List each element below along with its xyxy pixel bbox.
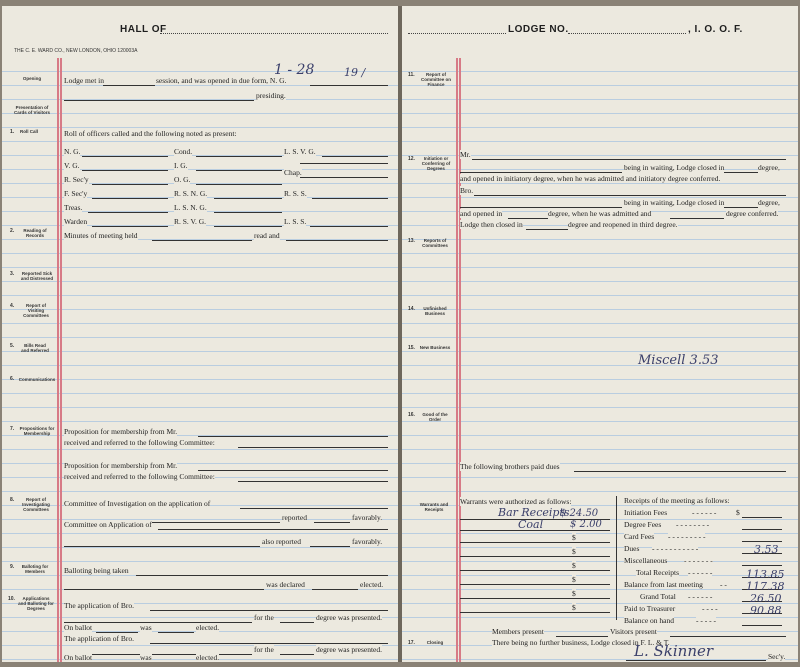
section-initiation: Initiation or Conferring of Degrees: [421, 156, 451, 171]
proposition-1-label: Proposition for membership from Mr.: [64, 427, 178, 436]
receipt-balance-hand-value: 90.88: [750, 604, 782, 617]
warrant-5-amount: $: [572, 561, 576, 570]
elected-label: elected.: [360, 580, 384, 589]
warrant-4-amount: $: [572, 547, 576, 556]
receipt-degree-fees: Degree Fees: [624, 520, 662, 529]
secretary-signature: L. Skinner: [634, 642, 714, 660]
on-ballot-2: On ballot: [64, 653, 93, 662]
section-good-of-order: Good of the Order: [422, 412, 448, 422]
reported-label: reported: [282, 513, 307, 522]
section-propositions: Propositions for Membership: [19, 426, 55, 436]
visitors-present-label: Visitors present: [610, 627, 657, 636]
presiding-label: presiding.: [256, 91, 286, 100]
closing-text: There being no further business, Lodge closed in F. L. & T.: [492, 638, 670, 647]
receipt-miscellaneous-value: 3.53: [754, 543, 779, 556]
officer-cond: Cond.: [174, 147, 193, 156]
officer-warden: Warden: [64, 217, 88, 226]
closed-in-label: Lodge then closed in: [460, 220, 523, 229]
section-finance: Report of Committee on Finance: [420, 72, 451, 87]
right-page: LODGE NO. , I. O. O. F. 11. Report of Committee on Finance 12. Initiation or Conferring of Degrees 13. Reports of Committees 14. Unfinished Business 15. New Business 16. Good of the Order Warrants and Receipts 17. Closing Mr. being in waiting, Lodge closed in degree, and opened in initiatory degree, when he was admitted and initiatory degree conferred. Bro. being in waiting, Lodge closed in degree, and opened in degree, when he was admitted and degree conferred. Lodge then closed in degree and reopened in third degree. Miscell 3.53 The following brothers paid dues Warrants were authorized as follows: Bar Receipts $ 24.50 Coal $ 2.00 $ $ $ $ $ $ Receipts of the meeting as follows: Initiation Fees - - - - - - $ Degree Fees - - - - - - - - Card Fees - - - - - - - - - Dues - - - - - - - - - - - Miscellaneous - - - - - - - 3.53 Total Receipts - - - - - - Balance from last meeting - - 113.85 Grand Total - - - - - - 117.38 Paid to Treasurer - - - - 26.50 Balance on hand - - - - - 90.88 Members present Visitors present There being no further business, Lodge closed in F. L. & T. L. Skinner Sec'y.: [402, 6, 798, 662]
members-present-label: Members present: [492, 627, 544, 636]
brothers-paid-label: The following brothers paid dues: [460, 462, 560, 471]
was-label-2: was: [140, 653, 152, 662]
section-cards: Presentation of Cards of Visitors: [14, 105, 50, 115]
officer-rsng: R. S. N. G.: [174, 189, 208, 198]
officer-lsng: L. S. N. G.: [174, 203, 207, 212]
receipt-grand-total: Grand Total: [640, 592, 676, 601]
receipt-card-fees: Card Fees: [624, 532, 655, 541]
application-bro-2: The application of Bro.: [64, 634, 134, 643]
initiation-mr-label: Mr.: [460, 150, 471, 159]
section-applications: Applications and Balloting for Degrees: [18, 596, 54, 611]
officer-fsecy: F. Sec'y: [64, 189, 88, 198]
section-closing: Closing: [426, 640, 444, 645]
left-page: HALL OF THE C. E. WARD CO., NEW LONDON, OHIO 120003A Opening Presentation of Cards of Visitors 1. Roll Call 2. Reading of Records 3. Reported Sick and Distressed 4. Report of Visiting Committees 5. Bills Read and Referred 6. Communications 7. Propositions for Membership 8. Report of Investigating Committees 9. Balloting for Members 10. Applications and Balloting for Degrees Lodge met in session, and was opened in due form, N. G. 1 - 28 19 / presiding. Roll of officers called and the following noted as present: N. G. Cond. L. S. V. G. V. G. I. G. Chap. R. Sec'y O. G. F. Sec'y R. S. N. G. R. S. S. Treas. L. S. N. G. Warden R. S. V. G. L. S. S. Minutes of meeting held read and Proposition for membership from Mr. received and referred to the following Committee: Proposition for membership from Mr. received and referred to the following Committee: Committee of Investigation on the application of reported favorably. Committee on Application of also reported favorably. Balloting being taken was declared elected. The application of Bro. for the degree was presented. On ballot was elected. The application of Bro. for the degree was presented. On ballot was elected.: [2, 6, 398, 662]
degree-when-label: degree, when he was admitted and: [548, 209, 652, 218]
degree-presented-1: degree was presented.: [316, 613, 383, 622]
officer-vg: V. G.: [64, 161, 80, 170]
lodge-met-label: Lodge met in: [64, 76, 104, 85]
officer-lsvg: L. S. V. G.: [284, 147, 316, 156]
for-the-label-2: for the: [254, 645, 274, 654]
receipt-balance-last-value: 113.85: [746, 568, 785, 581]
section-unfinished: Unfinished Business: [423, 306, 447, 316]
favorably-label: favorably.: [352, 513, 383, 522]
warrant-1-desc: Bar Receipts: [498, 506, 570, 519]
opened-in-label: and opened in: [460, 209, 503, 218]
officer-ig: I. G.: [174, 161, 188, 170]
receipt-initiation-value: $: [736, 508, 740, 517]
officer-chap: Chap.: [284, 168, 302, 177]
read-and-label: read and: [254, 231, 280, 240]
publisher-imprint: THE C. E. WARD CO., NEW LONDON, OHIO 120003A: [14, 48, 138, 54]
proposition-2-referred: received and referred to the following Committee:: [64, 472, 215, 481]
section-sick: Reported Sick and Distressed: [20, 271, 54, 281]
degree-presented-2: degree was presented.: [316, 645, 383, 654]
proposition-1-referred: received and referred to the following Committee:: [64, 438, 215, 447]
waiting-label-1: being in waiting, Lodge closed in: [624, 163, 725, 172]
officer-rsvg: R. S. V. G.: [174, 217, 207, 226]
warrant-3-amount: $: [572, 533, 576, 542]
minutes-label: Minutes of meeting held: [64, 231, 138, 240]
warrant-2-amount: $ 2.00: [570, 519, 602, 530]
section-warrants: Warrants and Receipts: [419, 502, 449, 512]
warrant-1-amount: $ 24.50: [560, 508, 599, 519]
section-bills: Bills Read and Referred: [21, 343, 49, 353]
officer-rss: R. S. S.: [284, 189, 307, 198]
committee-application-label: Committee on Application of: [64, 520, 152, 529]
warrants-authorized-label: Warrants were authorized as follows:: [460, 497, 572, 506]
receipt-paid-treasurer-value: 26.50: [750, 592, 782, 605]
section-visiting: Report of Visiting Committees: [23, 303, 49, 318]
was-label-1: was: [140, 623, 152, 632]
elected-label-3: elected.: [196, 653, 220, 662]
reopened-label: degree and reopened in third degree.: [568, 220, 678, 229]
receipt-balance-last: Balance from last meeting: [624, 580, 703, 589]
warrant-8-amount: $: [572, 603, 576, 612]
also-reported-label: also reported: [262, 537, 301, 546]
was-declared-label: was declared: [266, 580, 305, 589]
section-records: Reading of Records: [23, 228, 47, 238]
warrant-2-desc: Coal: [518, 518, 544, 531]
officer-ng: N. G.: [64, 147, 81, 156]
section-committees: Reports of Committees: [422, 238, 448, 248]
proposition-2-label: Proposition for membership from Mr.: [64, 461, 178, 470]
receipts-title: Receipts of the meeting as follows:: [624, 496, 730, 505]
officer-og: O. G.: [174, 175, 191, 184]
receipt-total: Total Receipts: [636, 568, 680, 577]
section-investigating: Report of Investigating Committees: [22, 497, 50, 512]
roll-call-intro: Roll of officers called and the following noted as present:: [64, 129, 237, 138]
on-ballot-1: On ballot: [64, 623, 93, 632]
receipt-dues: Dues: [624, 544, 640, 553]
officer-lss: L. S. S.: [284, 217, 307, 226]
waiting-label-2: being in waiting, Lodge closed in: [624, 198, 725, 207]
warrant-7-amount: $: [572, 589, 576, 598]
balloting-label: Balloting being taken: [64, 566, 129, 575]
section-communications: Communications: [18, 377, 56, 382]
elected-label-2: elected.: [196, 623, 220, 632]
initiation-bro-label: Bro.: [460, 186, 474, 195]
degree-conferred-label: degree conferred.: [726, 209, 779, 218]
handwritten-year: 19 /: [344, 66, 366, 79]
officer-treas: Treas.: [64, 203, 83, 212]
session-label: session, and was opened in due form, N. G.: [156, 76, 287, 85]
degree-label-1: degree,: [758, 163, 780, 172]
for-the-label-1: for the: [254, 613, 274, 622]
lodge-no-label: LODGE NO.: [508, 24, 569, 35]
application-bro-1: The application of Bro.: [64, 601, 134, 610]
section-new-business: New Business: [419, 345, 451, 350]
section-roll-call: Roll Call: [20, 129, 39, 134]
ioof-label: , I. O. O. F.: [688, 24, 743, 35]
receipt-initiation-fees: Initiation Fees: [624, 508, 668, 517]
warrant-6-amount: $: [572, 575, 576, 584]
receipt-miscellaneous: Miscellaneous: [624, 556, 668, 565]
receipt-balance-hand: Balance on hand: [624, 616, 674, 625]
investigation-label: Committee of Investigation on the application of: [64, 499, 211, 508]
section-balloting: Balloting for Members: [21, 564, 49, 574]
section-opening: Opening: [22, 76, 42, 81]
hall-label: HALL OF: [120, 24, 167, 35]
degree-label-2: degree,: [758, 198, 780, 207]
receipt-grand-total-value: 117.38: [746, 580, 785, 593]
opened-initiatory-label: and opened in initiatory degree, when he was admitted and initiatory degree conferred.: [460, 174, 721, 183]
receipt-paid-treasurer: Paid to Treasurer: [624, 604, 676, 613]
secy-label: Sec'y.: [768, 652, 786, 661]
handwritten-date: 1 - 28: [274, 62, 315, 78]
officer-rsecy: R. Sec'y: [64, 175, 89, 184]
handwritten-miscell: Miscell 3.53: [638, 353, 719, 368]
favorably-label-2: favorably.: [352, 537, 383, 546]
